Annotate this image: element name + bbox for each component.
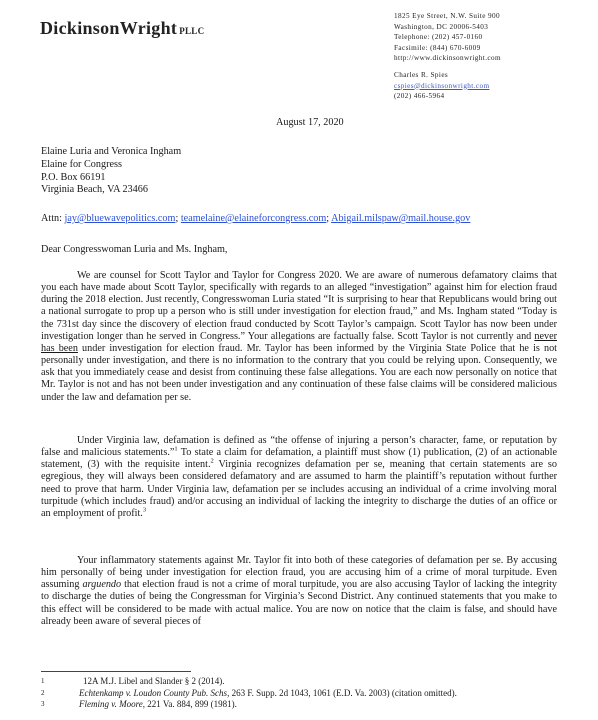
footnotes	[41, 676, 457, 711]
salutation: Dear Congresswoman Luria and Ms. Ingham,	[41, 244, 228, 255]
body-paragraph-1	[41, 270, 557, 404]
body-paragraph-2	[41, 435, 557, 520]
footnote-text: 12A M.J. Libel and Slander § 2 (2014).	[83, 676, 225, 686]
case-name: Fleming v. Moore	[79, 699, 143, 709]
recipient-line-2: Elaine for Congress	[41, 158, 122, 170]
footnote-number: 2	[41, 688, 45, 697]
address-line-2: Washington, DC 20006-5403	[394, 22, 489, 31]
footnote-3	[41, 699, 457, 711]
attn-line: Attn: jay@bluewavepolitics.com; teamelaine@elaineforcongress.com; Abigail.milspaw@mail.house.gov	[41, 213, 471, 224]
citation: , 221 Va. 884, 899 (1981).	[142, 699, 237, 709]
footnote-ref-3[interactable]: 3	[142, 506, 147, 514]
attn-email-2[interactable]: teamelaine@elaineforcongress.com	[180, 213, 327, 224]
attorney-name: Charles R. Spies	[394, 70, 449, 79]
paragraph-1-text-a: We are counsel for Scott Taylor and Taylor for Congress 2020. We are aware of numerous defamatory claims that you each have made about Scott Taylor, specifically with regards to an alleged “investigation” against him for election fraud during the 2018 election. Just recently, Congresswoman Luria stated “It is surprising to hear that Republicans would bring out a national surrogate to prop up a person who is still under investigation for election fraud,” and Ms. Ingham stated “Today is the 731st day since the discovery of election fraud conducted by Scott Taylor’s campaign. Scott Taylor has now been under investigation longer than he served in Congress.” Your allegations are factually false. Scott Taylor is not currently and	[41, 270, 557, 342]
telephone: Telephone: (202) 457-0160	[394, 33, 483, 42]
paragraph-1-text-b: under investigation for election fraud. Mr. Taylor has been informed by the Virginia State Police that he is not personally under investigation, and there is no information to the contrary that you could be relying upon. Consequently, we ask that you immediately cease and desist from continuing these false allegations. You are each now personally on notice that Mr. Taylor is not and has not been under investigation and any continuation of these false claims will be considered malicious under the law and defamation per se.	[41, 342, 557, 403]
paragraph-3-text-a: Your inflammatory statements against Mr. Taylor fit into both of these categories of defamation per se. By accusing him personally of being under investigation for election fraud, you are accusing him of a crime of moral turpitude. Even assuming	[41, 555, 557, 591]
attorney-email-link[interactable]: cspies@dickinsonwright.com	[394, 81, 490, 90]
italic-term: arguendo	[82, 579, 122, 591]
firm-logo	[40, 18, 204, 39]
recipient-line-4: Virginia Beach, VA 23466	[41, 184, 148, 196]
footnote-ref-2[interactable]: 2	[210, 457, 214, 465]
attorney-phone: (202) 466-5964	[394, 92, 445, 101]
paragraph-2-text-b: To state a claim for defamation, a plaintiff must show (1) publication, (2) of an actionable statement, (3) with the requisite intent.	[41, 447, 557, 471]
facsimile: Facsimile: (844) 670-6009	[394, 43, 481, 52]
attn-email-1[interactable]: jay@bluewavepolitics.com	[64, 213, 176, 224]
attn-label: Attn:	[41, 213, 62, 224]
footnote-2	[41, 688, 457, 700]
firm-suffix: PLLC	[179, 26, 205, 36]
footnote-ref-1[interactable]: 1	[174, 445, 178, 453]
case-name: Echtenkamp v. Loudon County Pub. Schs	[79, 687, 228, 698]
body-paragraph-3	[41, 555, 557, 628]
underlined-phrase: never has been	[41, 330, 557, 354]
attn-email-3[interactable]: Abigail.milspaw@mail.house.gov	[331, 213, 471, 224]
recipient-address	[41, 146, 181, 197]
website: http://www.dickinsonwright.com	[394, 54, 501, 63]
letter-date: August 17, 2020	[276, 117, 344, 128]
footnote-number: 3	[41, 700, 45, 708]
firm-name: DickinsonWright	[40, 18, 178, 38]
footnote-number: 1	[41, 677, 45, 685]
address-line-1: 1825 Eye Street, N.W. Suite 900	[394, 12, 500, 20]
paragraph-2-text-a: Under Virginia law, defamation is defined as “the offense of injuring a person’s character, fame, or reputation by false and malicious statements.”	[41, 435, 557, 459]
footnote-1	[41, 676, 457, 688]
footnote-divider	[41, 671, 191, 672]
paragraph-3-text-b: that election fraud is not a crime of moral turpitude, you are also accusing Taylor of lacking the integrity to discharge the duties of being the Congressman for Virginia’s Second District. Any continued statements that you make to this effect will be considered to be made with actual malice. You are now on notice that the claim is false, and should have already been aware of several pieces of	[41, 579, 557, 627]
recipient-line-3: P.O. Box 66191	[41, 171, 106, 183]
paragraph-2-text-c: Virginia recognizes defamation per se, meaning that certain statements are so egregious, they will always been considered defamatory and are assumed to harm the plaintiff’s reputation without further need to prove that harm. Under Virginia law, defamation per se includes accusing an individual of a crime involving moral turpitude (which includes fraud) and/or accusing an individual of lacking the integrity to discharge the duties of an office or an employment of profit.	[41, 459, 557, 519]
letterhead-address	[394, 11, 501, 102]
citation: , 263 F. Supp. 2d 1043, 1061 (E.D. Va. 2003) (citation omitted).	[227, 687, 457, 698]
recipient-line-1: Elaine Luria and Veronica Ingham	[41, 146, 182, 157]
